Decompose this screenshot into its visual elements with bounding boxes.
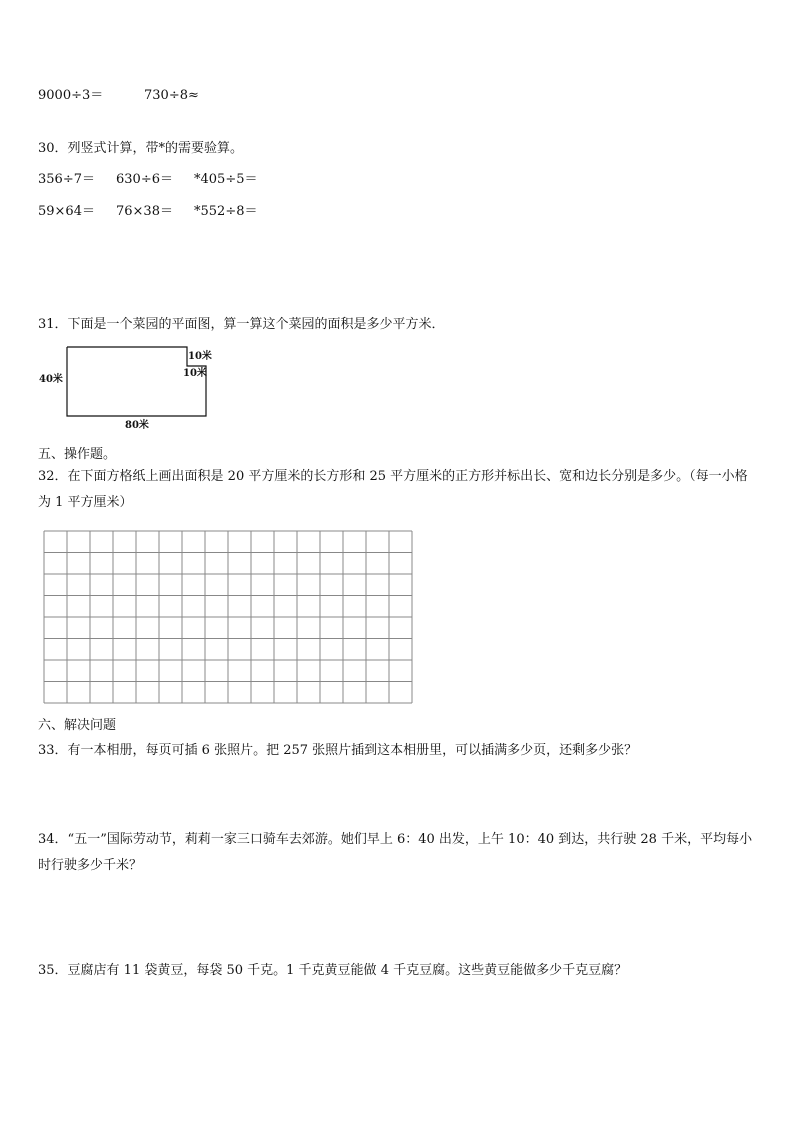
label-bottom-80m: 80米 — [125, 420, 149, 431]
question-33: 33．有一本相册，每页可插 6 张照片。把 257 张照片插到这本相册里，可以插满多少页，还剩多少张？ — [38, 743, 638, 758]
label-left-40m: 40米 — [39, 374, 63, 385]
q30-expr: 76×38＝ — [116, 204, 173, 219]
question-31: 31．下面是一个菜园的平面图，算一算这个菜园的面积是多少平方米． — [38, 317, 445, 332]
label-notch-top-10m: 10米 — [188, 351, 212, 362]
question-35: 35．豆腐店有 11 袋黄豆，每袋 50 千克。1 千克黄豆能做 4 千克豆腐。这些黄豆能做多少千克豆腐？ — [38, 963, 628, 978]
q30-expr: 59×64＝ — [38, 204, 95, 219]
q30-expr: 356÷7＝ — [38, 172, 95, 187]
question-34: 34．“五一”国际劳动节，莉莉一家三口骑车去郊游。她们早上 6：40 出发，上午 10：40 到达，共行驶 28 千米，平均每小时行驶多少千米？ — [38, 832, 753, 873]
q30-row-2 — [38, 200, 257, 219]
q30-expr: *405÷5＝ — [194, 172, 258, 187]
grid-paper[interactable] — [43, 530, 415, 704]
expr-9000-div-3: 9000÷3＝ — [38, 88, 104, 103]
label-notch-side-10m: 10米 — [183, 368, 207, 379]
question-32: 32．在下面方格纸上画出面积是 20 平方厘米的长方形和 25 平方厘米的正方形并标出长、宽和边长分别是多少。（每一小格为 1 平方厘米） — [38, 469, 748, 510]
expr-730-div-8: 730÷8≈ — [144, 88, 199, 103]
section-6-heading: 六、解决问题 — [38, 718, 117, 733]
top-expressions-row — [38, 84, 199, 103]
section-5-heading: 五、操作题。 — [38, 447, 117, 462]
garden-outline — [67, 347, 206, 416]
q30-row-1 — [38, 168, 257, 187]
garden-plan-diagram — [36, 342, 226, 432]
question-30: 30．列竖式计算，带*的需要验算。 — [38, 141, 244, 156]
q30-expr: *552÷8＝ — [194, 204, 258, 219]
q30-expr: 630÷6＝ — [116, 172, 173, 187]
